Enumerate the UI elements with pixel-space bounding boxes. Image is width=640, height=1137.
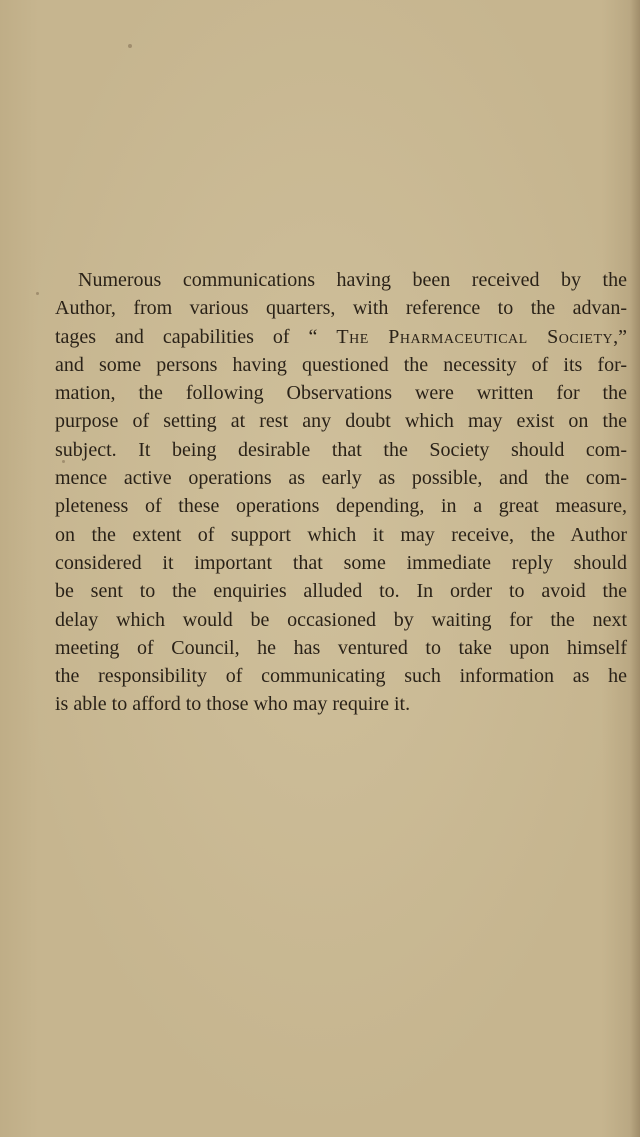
paragraph-line: mation, the following Observations were written for the [55, 382, 627, 405]
paragraph-line: and some persons having questioned the necessity of its for- [55, 353, 627, 376]
society-name: The Pharmaceutical Society [336, 325, 614, 348]
paragraph-line: tages and capabilities of “ The Pharmaceutical Society,” [55, 325, 628, 348]
paragraph-line: subject. It being desirable that the Society should com- [55, 438, 627, 461]
paragraph-line: purpose of setting at rest any doubt which may exist on the [55, 410, 627, 433]
paragraph-line: be sent to the enquiries alluded to. In order to avoid the [55, 580, 627, 603]
paragraph-line: mence active operations as early as possible, and the com- [55, 467, 627, 490]
paragraph-line: Author, from various quarters, with reference to the advan- [55, 297, 627, 320]
paragraph-line: on the extent of support which it may receive, the Author [55, 523, 627, 546]
paragraph-line: is able to afford to those who may require it. [55, 693, 411, 716]
paragraph-line: Numerous communications having been received by the [78, 269, 627, 291]
paper-speck [36, 292, 39, 295]
paragraph-line: the responsibility of communicating such information as he [55, 665, 627, 688]
paragraph-line: pleteness of these operations depending, in a great measure, [55, 495, 627, 518]
paragraph-line: meeting of Council, he has ventured to take upon himself [55, 636, 627, 659]
paragraph-line: delay which would be occasioned by waiting for the next [55, 608, 627, 631]
page-edge-shadow [630, 0, 640, 1137]
paper-speck [128, 44, 132, 48]
body-paragraph [55, 266, 627, 719]
paragraph-line: considered it important that some immediate reply should [55, 551, 627, 574]
